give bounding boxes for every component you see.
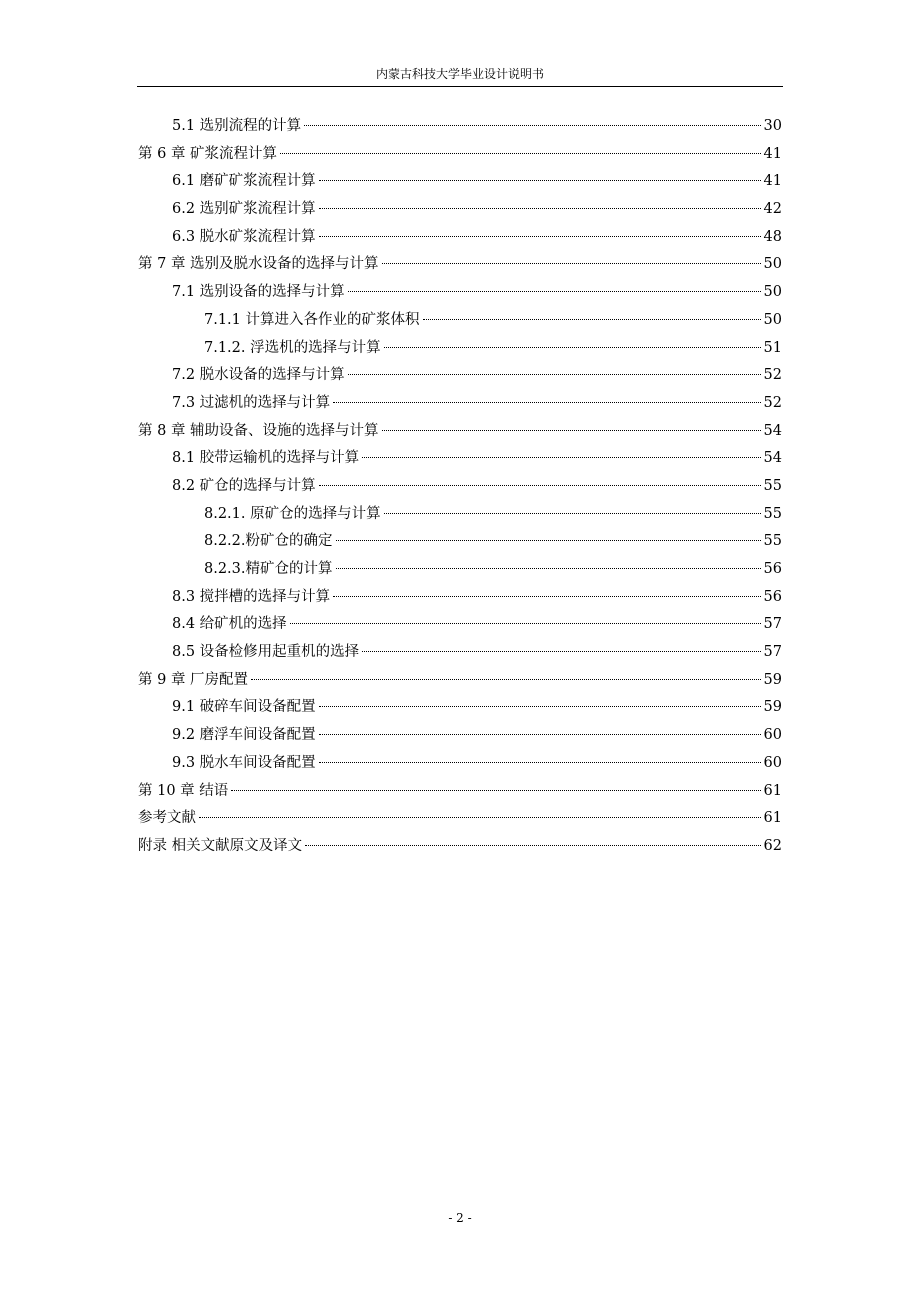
table-of-contents [138, 113, 782, 861]
toc-entry-title: 7.1.2. 浮选机的选择与计算 [204, 339, 381, 356]
toc-dot-leader [382, 430, 761, 431]
toc-entry-page: 52 [763, 394, 782, 411]
toc-dot-leader [348, 291, 761, 292]
toc-entry-page: 42 [763, 201, 782, 218]
toc-entry[interactable] [138, 473, 782, 501]
toc-dot-leader [290, 623, 761, 624]
toc-entry-page: 54 [763, 450, 782, 467]
toc-entry-page: 48 [763, 228, 782, 245]
page-number: - 2 - [448, 1211, 472, 1225]
toc-entry[interactable] [138, 445, 782, 473]
toc-entry-page: 56 [763, 561, 782, 577]
toc-entry[interactable] [138, 805, 782, 833]
toc-entry-page: 62 [763, 837, 782, 854]
toc-entry-page: 55 [763, 533, 782, 550]
toc-entry-page: 50 [763, 284, 782, 301]
toc-dot-leader [384, 347, 761, 348]
toc-entry-title: 9.1 破碎车间设备配置 [172, 699, 316, 716]
toc-dot-leader [348, 374, 761, 375]
toc-entry[interactable] [138, 335, 782, 363]
toc-entry-page: 61 [763, 810, 782, 827]
toc-dot-leader [319, 236, 761, 237]
toc-dot-leader [319, 762, 761, 763]
toc-dot-leader [319, 208, 761, 209]
toc-entry[interactable] [138, 611, 782, 639]
toc-entry-title: 第 7 章 选别及脱水设备的选择与计算 [138, 256, 379, 273]
toc-entry-page: 51 [763, 339, 782, 356]
toc-entry-title: 5.1 选别流程的计算 [172, 118, 302, 134]
toc-entry-title: 7.1.1 计算进入各作业的矿浆体积 [204, 311, 420, 328]
toc-entry[interactable] [138, 722, 782, 750]
toc-dot-leader [319, 180, 761, 181]
toc-entry-title: 第 6 章 矿浆流程计算 [138, 145, 278, 162]
toc-entry[interactable] [138, 113, 782, 141]
toc-entry[interactable] [138, 639, 782, 667]
toc-entry-page: 56 [763, 588, 782, 605]
toc-entry-title: 8.2 矿仓的选择与计算 [172, 477, 316, 494]
toc-entry[interactable] [138, 750, 782, 778]
toc-entry-page: 41 [763, 145, 782, 162]
toc-entry-title: 8.4 给矿机的选择 [172, 616, 287, 633]
toc-dot-leader [362, 651, 760, 652]
toc-dot-leader [336, 540, 761, 541]
toc-dot-leader [319, 706, 761, 707]
toc-entry-title: 8.3 搅拌槽的选择与计算 [172, 588, 331, 605]
toc-dot-leader [319, 734, 761, 735]
toc-entry-title: 6.3 脱水矿浆流程计算 [172, 228, 316, 245]
toc-entry-page: 59 [763, 671, 782, 688]
toc-entry-title: 第 9 章 厂房配置 [138, 671, 249, 688]
toc-entry[interactable] [138, 778, 782, 806]
page-header [137, 62, 783, 87]
toc-entry[interactable] [138, 362, 782, 390]
toc-entry[interactable] [138, 307, 782, 335]
toc-dot-leader [305, 845, 760, 846]
toc-entry[interactable] [138, 196, 782, 224]
toc-entry-page: 57 [763, 616, 782, 633]
toc-dot-leader [423, 319, 761, 320]
toc-dot-leader [333, 402, 760, 403]
toc-entry[interactable] [138, 251, 782, 279]
toc-entry[interactable] [138, 141, 782, 169]
toc-entry[interactable] [138, 501, 782, 529]
toc-entry-title: 6.2 选别矿浆流程计算 [172, 201, 316, 218]
toc-entry[interactable] [138, 224, 782, 252]
toc-entry-page: 61 [763, 782, 782, 799]
toc-entry[interactable] [138, 528, 782, 556]
page-footer [0, 1208, 920, 1228]
toc-entry-page: 55 [763, 505, 782, 522]
header-title: 内蒙古科技大学毕业设计说明书 [375, 67, 544, 81]
toc-entry-page: 57 [763, 644, 782, 661]
toc-entry-page: 54 [763, 422, 782, 439]
toc-dot-leader [304, 125, 760, 126]
toc-dot-leader [333, 596, 760, 597]
toc-entry[interactable] [138, 279, 782, 307]
toc-entry-title: 附录 相关文献原文及译文 [138, 837, 303, 854]
toc-entry[interactable] [138, 694, 782, 722]
toc-entry-title: 8.5 设备检修用起重机的选择 [172, 644, 360, 661]
toc-entry[interactable] [138, 667, 782, 695]
toc-entry[interactable] [138, 418, 782, 446]
toc-dot-leader [280, 153, 760, 154]
toc-entry-title: 7.1 选别设备的选择与计算 [172, 284, 345, 301]
toc-entry-title: 8.2.2.粉矿仓的确定 [204, 533, 333, 550]
toc-entry-page: 50 [763, 311, 782, 328]
toc-entry-page: 60 [763, 727, 782, 744]
toc-entry-title: 9.2 磨浮车间设备配置 [172, 727, 316, 744]
toc-entry-title: 8.2.3.精矿仓的计算 [204, 561, 333, 577]
toc-dot-leader [251, 679, 760, 680]
toc-dot-leader [336, 568, 761, 569]
toc-entry-title: 7.3 过滤机的选择与计算 [172, 394, 331, 411]
toc-entry[interactable] [138, 390, 782, 418]
toc-dot-leader [382, 263, 761, 264]
toc-dot-leader [231, 790, 760, 791]
toc-entry-page: 52 [763, 367, 782, 384]
toc-entry-page: 30 [763, 118, 782, 134]
toc-entry-page: 55 [763, 477, 782, 494]
toc-entry[interactable] [138, 168, 782, 196]
toc-entry-page: 59 [763, 699, 782, 716]
toc-entry-title: 7.2 脱水设备的选择与计算 [172, 367, 345, 384]
toc-entry-title: 参考文献 [138, 810, 196, 827]
toc-entry-title: 8.1 胶带运输机的选择与计算 [172, 450, 360, 467]
toc-entry[interactable] [138, 833, 782, 861]
toc-entry-title: 8.2.1. 原矿仓的选择与计算 [204, 505, 381, 522]
toc-entry-page: 41 [763, 173, 782, 190]
toc-entry-title: 第 8 章 辅助设备、设施的选择与计算 [138, 422, 379, 439]
toc-entry-page: 60 [763, 754, 782, 771]
toc-entry[interactable] [138, 584, 782, 612]
toc-entry[interactable] [138, 556, 782, 584]
toc-entry-title: 6.1 磨矿矿浆流程计算 [172, 173, 316, 190]
toc-entry-title: 第 10 章 结语 [138, 782, 229, 799]
toc-dot-leader [362, 457, 760, 458]
toc-dot-leader [199, 817, 761, 818]
toc-entry-page: 50 [763, 256, 782, 273]
toc-dot-leader [319, 485, 761, 486]
toc-entry-title: 9.3 脱水车间设备配置 [172, 754, 316, 771]
toc-dot-leader [384, 513, 761, 514]
